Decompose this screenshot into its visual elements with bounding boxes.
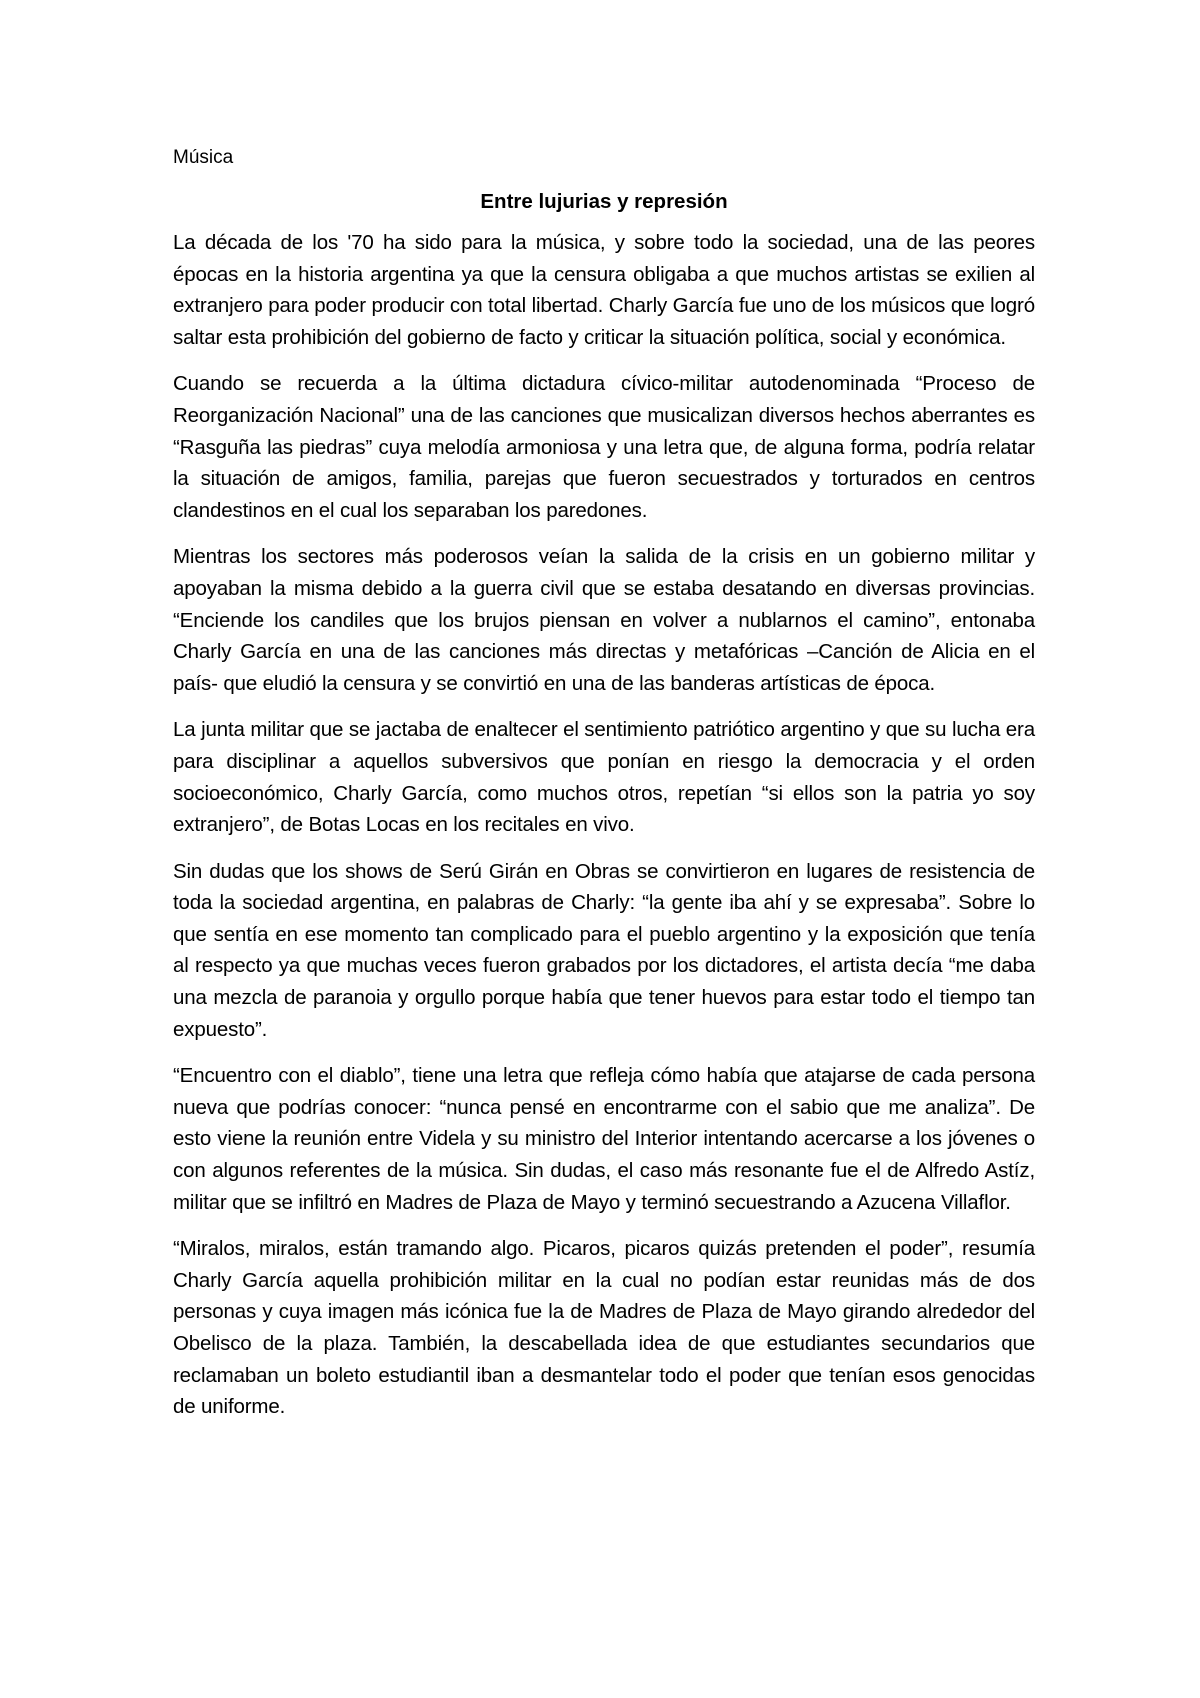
paragraph: La junta militar que se jactaba de enaltecer el sentimiento patriótico argentino y que su lucha era para disciplinar a aquellos subversivos que ponían en riesgo la democracia y el orden socioeconómico, Charly García, como muchos otros, repetían “si ellos son la patria yo soy extranjero”, de Botas Locas en los recitales en vivo. [173,718,1035,837]
document-body [173,146,1035,1438]
document-title: Entre lujurias y represión [480,190,728,213]
paragraph: “Encuentro con el diablo”, tiene una letra que refleja cómo había que atajarse de cada persona nueva que podrías conocer: “nunca pensé en encontrarme con el sabio que me analiza”. De esto viene la reunión entre Videla y su ministro del Interior intentando acercarse a los jóvenes o con algunos referentes de la música. Sin dudas, el caso más resonante fue el de Alfredo Astíz, militar que se infiltró en Madres de Plaza de Mayo y terminó secuestrando a Azucena Villaflor. [173,1064,1035,1214]
paragraph: Cuando se recuerda a la última dictadura cívico-militar autodenominada “Proceso de Reorganización Nacional” una de las canciones que musicalizan diversos hechos aberrantes es “Rasguña las piedras” cuya melodía armoniosa y una letra que, de alguna forma, podría relatar la situación de amigos, familia, parejas que fueron secuestrados y torturados en centros clandestinos en el cual los separaban los paredones. [173,372,1035,522]
paragraph: Mientras los sectores más poderosos veían la salida de la crisis en un gobierno militar y apoyaban la misma debido a la guerra civil que se estaba desatando en diversas provincias. “Enciende los candiles que los brujos piensan en volver a nublarnos el camino”, entonaba Charly García en una de las canciones más directas y metafóricas –Canción de Alicia en el país- que eludió la censura y se convirtió en una de las banderas artísticas de época. [173,545,1035,695]
paragraph: “Miralos, miralos, están tramando algo. Picaros, picaros quizás pretenden el poder”, resumía Charly García aquella prohibición militar en la cual no podían estar reunidas más de dos personas y cuya imagen más icónica fue la de Madres de Plaza de Mayo girando alrededor del Obelisco de la plaza. También, la descabellada idea de que estudiantes secundarios que reclamaban un boleto estudiantil iban a desmantelar todo el poder que tenían esos genocidas de uniforme. [173,1237,1035,1419]
paragraph: Sin dudas que los shows de Serú Girán en Obras se convirtieron en lugares de resistencia de toda la sociedad argentina, en palabras de Charly: “la gente iba ahí y se expresaba”. Sobre lo que sentía en ese momento tan complicado para el pueblo argentino y la exposición que tenía al respecto ya que muchas veces fueron grabados por los dictadores, el artista decía “me daba una mezcla de paranoia y orgullo porque había que tener huevos para estar todo el tiempo tan expuesto”. [173,859,1035,1041]
section-label: Música [173,147,234,168]
paragraph: La década de los '70 ha sido para la música, y sobre todo la sociedad, una de las peores épocas en la historia argentina ya que la censura obligaba a que muchos artistas se exilien al extranjero para poder producir con total libertad. Charly García fue uno de los músicos que logró saltar esta prohibición del gobierno de facto y criticar la situación política, social y económica. [173,231,1035,349]
